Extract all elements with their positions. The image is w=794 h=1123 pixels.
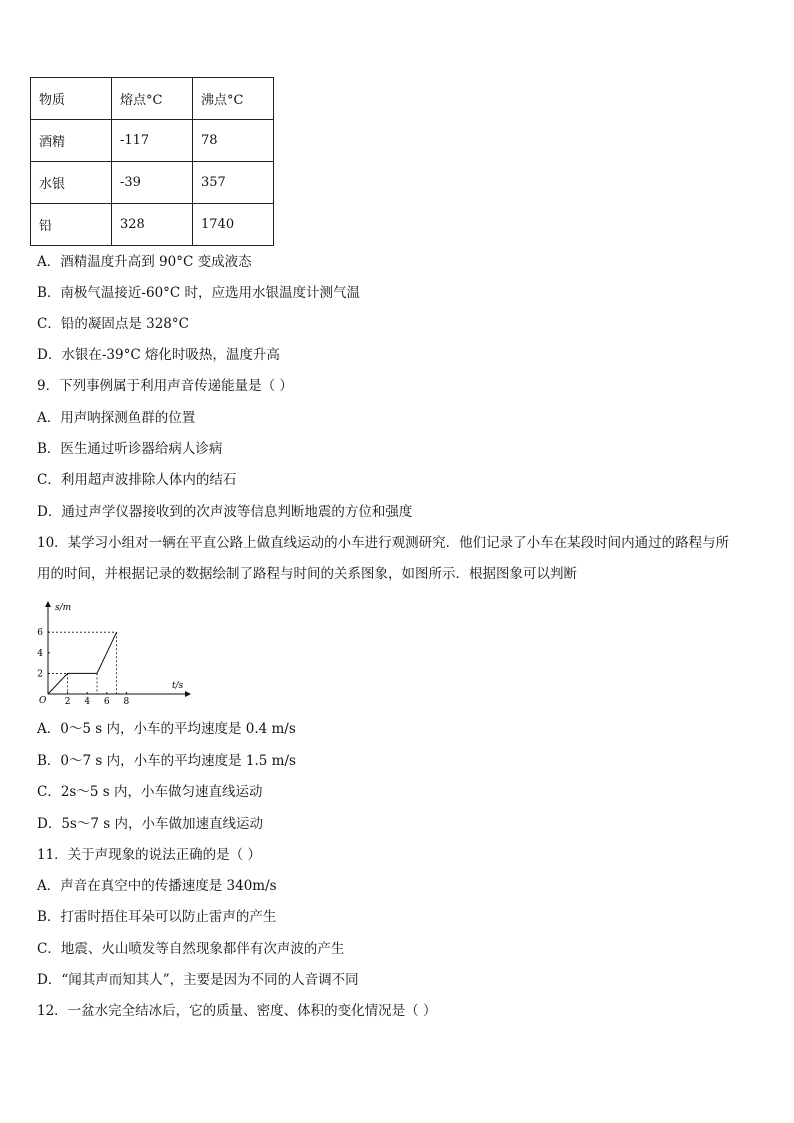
q9-option-c: C．利用超声波排除人体内的结石 bbox=[37, 472, 237, 488]
q11-option-b: B．打雷时捂住耳朵可以防止雷声的产生 bbox=[37, 909, 277, 925]
table-row bbox=[31, 120, 274, 162]
q8-option-a: A．酒精温度升高到 90°C 变成液态 bbox=[37, 254, 252, 270]
x-tick-label: 2 bbox=[64, 697, 71, 707]
table-cell: -39 bbox=[112, 162, 193, 204]
y-tick-label: 2 bbox=[37, 669, 43, 680]
q11-stem: 11．关于声现象的说法正确的是（ ） bbox=[37, 847, 261, 863]
q10-option-b: B．0～7 s 内，小车的平均速度是 1.5 m/s bbox=[37, 753, 296, 769]
q8-option-b: B．南极气温接近-60°C 时，应选用水银温度计测气温 bbox=[37, 285, 361, 301]
y-tick-label: 6 bbox=[37, 628, 43, 639]
q12-stem: 12．一盆水完全结冰后，它的质量、密度、体积的变化情况是（ ） bbox=[37, 1003, 437, 1019]
q10-stem-line2: 用的时间，并根据记录的数据绘制了路程与时间的关系图象，如图所示．根据图象可以判断 bbox=[37, 566, 577, 582]
q9-stem: 9．下列事例属于利用声音传递能量是（ ） bbox=[37, 378, 293, 394]
y-axis-label: s/m bbox=[55, 603, 72, 613]
q11-option-a: A．声音在真空中的传播速度是 340m/s bbox=[37, 878, 277, 894]
q10-option-d: D．5s～7 s 内，小车做加速直线运动 bbox=[37, 816, 263, 832]
table-row bbox=[31, 162, 274, 204]
q8-option-d: D．水银在-39°C 熔化时吸热，温度升高 bbox=[37, 347, 280, 363]
table-cell: 酒精 bbox=[31, 120, 112, 162]
q10-option-c: C．2s～5 s 内，小车做匀速直线运动 bbox=[37, 784, 263, 800]
properties-table bbox=[30, 77, 274, 246]
x-axis-label: t/s bbox=[172, 681, 184, 691]
q9-option-d: D．通过声学仪器接收到的次声波等信息判断地震的方位和强度 bbox=[37, 504, 413, 520]
table-header-row bbox=[31, 78, 274, 120]
q10-option-a: A．0～5 s 内，小车的平均速度是 0.4 m/s bbox=[37, 721, 296, 737]
table-cell: 78 bbox=[193, 120, 274, 162]
distance-time-graph bbox=[30, 596, 200, 708]
q8-option-c: C．铅的凝固点是 328°C bbox=[37, 316, 189, 332]
table-cell: 357 bbox=[193, 162, 274, 204]
origin-label: O bbox=[39, 696, 47, 706]
table-cell: 328 bbox=[112, 204, 193, 246]
x-tick-label: 6 bbox=[103, 697, 110, 707]
table-cell: 水银 bbox=[31, 162, 112, 204]
q10-stem-line1: 10．某学习小组对一辆在平直公路上做直线运动的小车进行观测研究．他们记录了小车在某段时间内通过的路程与所 bbox=[37, 535, 730, 551]
table-cell: -117 bbox=[112, 120, 193, 162]
q11-option-c: C．地震、火山喷发等自然现象都伴有次声波的产生 bbox=[37, 941, 345, 957]
table-header-cell: 物质 bbox=[31, 78, 112, 120]
q11-option-d: D．“闻其声而知其人”，主要是因为不同的人音调不同 bbox=[37, 972, 359, 988]
table-header-cell: 熔点°C bbox=[112, 78, 193, 120]
x-tick-label: 8 bbox=[123, 697, 130, 707]
q9-option-a: A．用声呐探测鱼群的位置 bbox=[37, 410, 196, 426]
x-tick-label: 4 bbox=[84, 697, 91, 707]
series-line bbox=[48, 632, 117, 694]
y-tick-label: 4 bbox=[37, 648, 43, 659]
guide-lines bbox=[48, 632, 117, 694]
table-cell: 铅 bbox=[31, 204, 112, 246]
table-row bbox=[31, 204, 274, 246]
q9-option-b: B．医生通过听诊器给病人诊病 bbox=[37, 441, 223, 457]
axis-ticks bbox=[37, 628, 129, 707]
table-cell: 1740 bbox=[193, 204, 274, 246]
table-header-cell: 沸点°C bbox=[193, 78, 274, 120]
